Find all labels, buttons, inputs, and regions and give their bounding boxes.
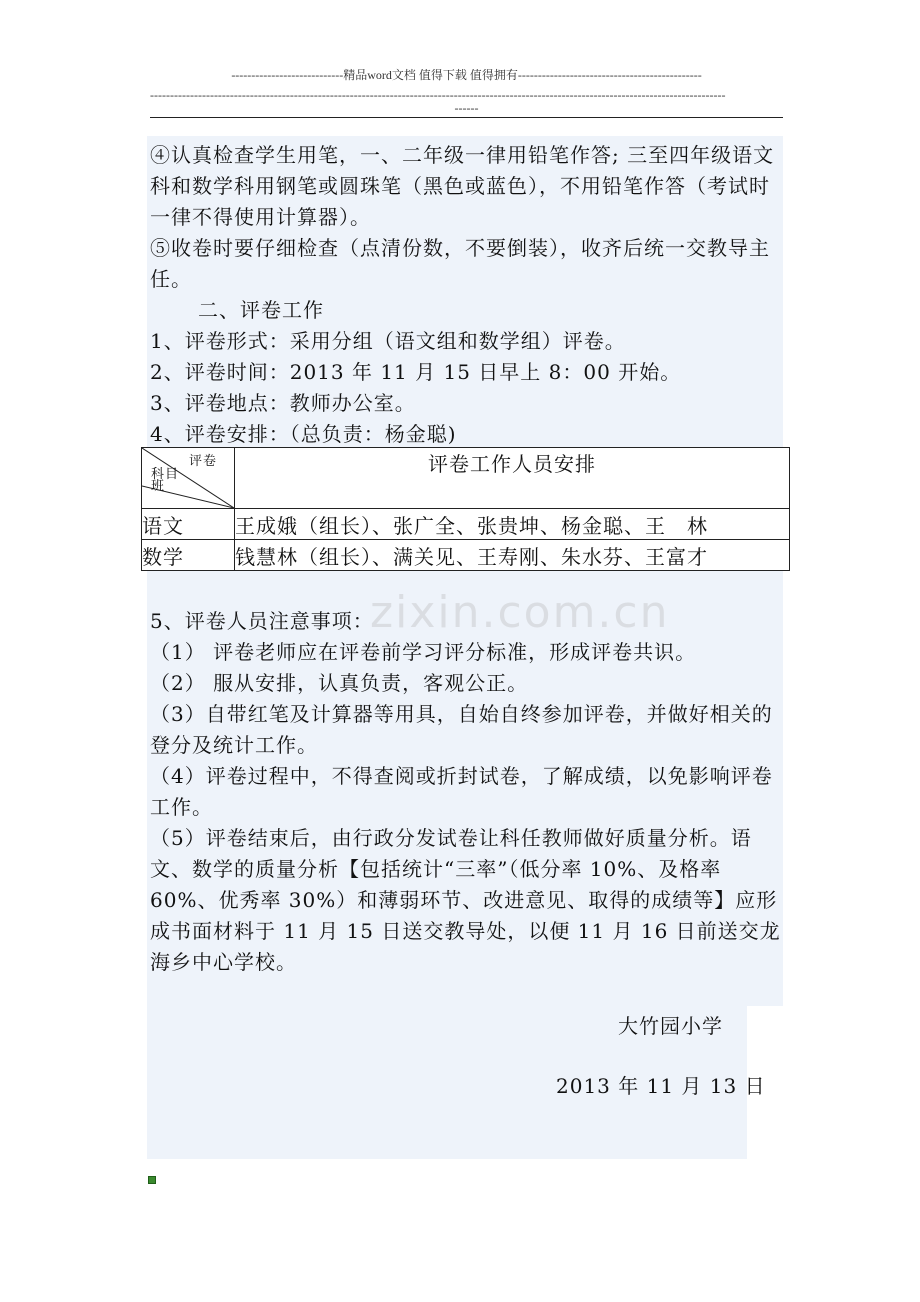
section-item: 4、评卷安排：（总负责：杨金聪) — [150, 422, 457, 446]
diag-label-class: 班 — [151, 479, 166, 494]
staff-cell: 王成娥（组长）、张广全、张贵坤、杨金聪、王 林 — [235, 509, 790, 540]
table-header: 评卷工作人员安排 — [235, 448, 790, 509]
signature-date: 2013 年 11 月 13 日 — [556, 1074, 766, 1098]
notes-heading: 5、评卷人员注意事项： — [150, 609, 374, 633]
subject-cell: 语文 — [142, 509, 235, 540]
section-item: 2、评卷时间：2013 年 11 月 15 日早上 8：00 开始。 — [150, 360, 682, 384]
staff-cell: 钱慧林（组长）、满关见、王寿刚、朱水芬、王富才 — [235, 540, 790, 571]
diag-label-grading: 评卷 — [189, 454, 218, 469]
note-item: （4）评卷过程中，不得查阅或折封试卷，了解成绩，以免影响评卷工作。 — [150, 764, 773, 819]
watermark: zixin.com.cn — [370, 587, 670, 638]
intro-section — [150, 140, 786, 450]
table-row — [142, 540, 790, 571]
intro-item-5: ⑤收卷时要仔细检查（点清份数，不要倒装），收齐后统一交教导主任。 — [150, 236, 770, 291]
section-item: 1、评卷形式：采用分组（语文组和数学组）评卷。 — [150, 329, 626, 353]
table-row — [142, 509, 790, 540]
grading-arrangement-table — [141, 447, 790, 571]
subject-cell: 数学 — [142, 540, 235, 571]
header-line-3: ------ — [454, 101, 479, 115]
diag-label-subject: 科目 — [151, 467, 180, 482]
section-heading: 二、评卷工作 — [198, 298, 324, 322]
table-header-row — [142, 448, 790, 509]
green-square-mark — [148, 1176, 156, 1184]
notes-section — [150, 606, 786, 978]
note-item: （1） 评卷老师应在评卷前学习评分标准，形成评卷共识。 — [150, 640, 697, 664]
header-line-1: ----------------------------精品word文档 值得下载 值得拥有---------------------------------------------- — [231, 68, 702, 82]
note-item: （3）自带红笔及计算器等用具，自始自终参加评卷，并做好相关的登分及统计工作。 — [150, 702, 773, 757]
note-item: （2） 服从安排，认真负责，客观公正。 — [150, 671, 529, 695]
diagonal-header-cell — [142, 448, 235, 509]
header-line-2: ------------------------------------------------------------------------------------------------------------------------------------------------ — [150, 88, 726, 102]
intro-item-4: ④认真检查学生用笔，一、二年级一律用铅笔作答; 三至四年级语文科和数学科用钢笔或圆珠笔（黑色或蓝色），不用铅笔作答（考试时一律不得使用计算器）。 — [150, 143, 775, 229]
school-signature: 大竹园小学 — [618, 1014, 723, 1038]
section-item: 3、评卷地点：教师办公室。 — [150, 391, 416, 415]
note-item: （5）评卷结束后，由行政分发试卷让科任教师做好质量分析。语文、数学的质量分析【包括统计“三率”（低分率 10%、及格率 60%、优秀率 30%）和薄弱环节、改进意见、取得的成绩等】应形成书面材料于 11 月 15 日送交教导处，以便 11 月 16 日前送交龙海乡中心学校。 — [150, 826, 781, 974]
header-rule — [150, 117, 783, 118]
